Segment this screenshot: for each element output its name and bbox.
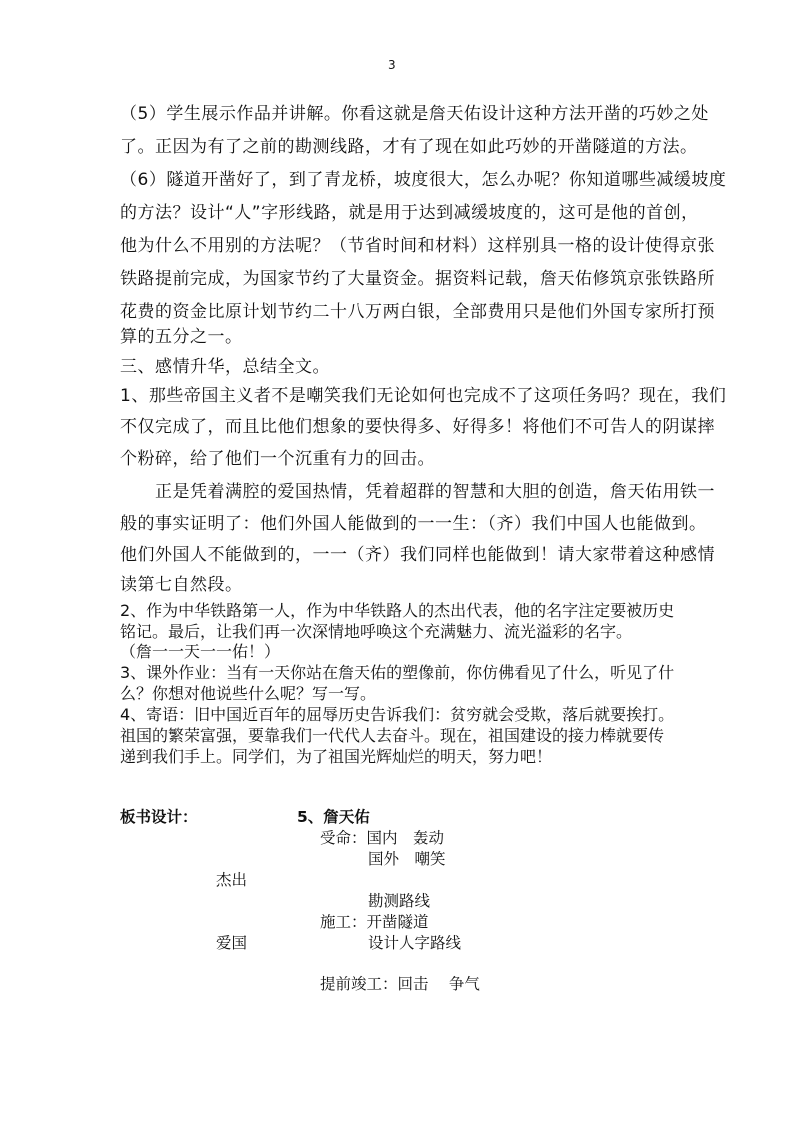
body-line: 的方法？设计“人”字形线路，就是用于达到减缓坡度的，这可是他的首创， bbox=[120, 203, 699, 223]
tail-line: 4、寄语：旧中国近百年的屈辱历史告诉我们：贫穷就会受欺，落后就要挨打。 bbox=[120, 705, 675, 724]
board-title: 5、詹天佑 bbox=[297, 808, 370, 826]
board-line: 受命：国内 轰动 bbox=[320, 829, 445, 847]
board-line: 国外 嘲笑 bbox=[368, 850, 446, 868]
body-line: 不仅完成了，而且比他们想象的要快得多、好得多！将他们不可告人的阴谋摔 bbox=[120, 417, 715, 437]
tail-line: 铭记。最后，让我们再一次深情地呼唤这个充满魅力、流光溢彩的名字。 bbox=[120, 622, 633, 641]
body-line: 个粉碎，给了他们一个沉重有力的回击。 bbox=[120, 449, 435, 469]
board-line: 施工：开凿隧道 bbox=[320, 913, 429, 931]
body-line: 铁路提前完成，为国家节约了大量资金。据资料记载，詹天佑修筑京张铁路所 bbox=[120, 269, 715, 289]
body-line: 花费的资金比原计划节约二十八万两白银，全部费用只是他们外国专家所打预 bbox=[120, 302, 715, 322]
body-line: 了。正因为有了之前的勘测线路，才有了现在如此巧妙的开凿隧道的方法。 bbox=[120, 137, 698, 157]
body-line: 正是凭着满腔的爱国热情，凭着超群的智慧和大胆的创造，詹天佑用铁一 bbox=[120, 482, 715, 502]
body-line: （6）隧道开凿好了，到了青龙桥，坡度很大，怎么办呢？你知道哪些减缓坡度 bbox=[120, 170, 727, 190]
body-line: 他为什么不用别的方法呢？（节省时间和材料）这样别具一格的设计使得京张 bbox=[120, 236, 715, 256]
tail-line: 祖国的繁荣富强，要靠我们一代代人去奋斗。现在，祖国建设的接力棒就要传 bbox=[120, 726, 665, 745]
board-line: 提前竣工：回击 争气 bbox=[320, 975, 480, 993]
board-line: 设计人字路线 bbox=[368, 934, 462, 952]
tail-line: 2、作为中华铁路第一人，作为中华铁路人的杰出代表，他的名字注定要被历史 bbox=[120, 601, 675, 620]
tail-line: （詹一一天一一佑！） bbox=[120, 642, 281, 661]
tail-line: 递到我们手上。同学们，为了祖国光辉灿烂的明天，努力吧！ bbox=[120, 747, 553, 766]
board-line: 爱国 bbox=[216, 934, 248, 952]
section-heading: 三、感情升华，总结全文。 bbox=[120, 357, 330, 377]
board-line: 杰出 bbox=[216, 871, 248, 889]
page-number: 3 bbox=[388, 58, 396, 72]
tail-line: 3、课外作业：当有一天你站在詹天佑的塑像前，你仿佛看见了什么，听见了什 bbox=[120, 663, 675, 682]
body-line: 读第七自然段。 bbox=[120, 575, 243, 595]
body-line: 算的五分之一。 bbox=[120, 327, 243, 347]
board-label: 板书设计： bbox=[120, 808, 198, 826]
board-line: 勘测路线 bbox=[368, 892, 431, 910]
tail-line: 么？你想对他说些什么呢？写一写。 bbox=[120, 684, 377, 703]
body-line: 般的事实证明了：他们外国人能做到的一一生：（齐）我们中国人也能做到。 bbox=[120, 514, 707, 534]
body-line: （5）学生展示作品并讲解。你看这就是詹天佑设计这种方法开凿的巧妙之处 bbox=[120, 104, 709, 124]
body-line: 他们外国人不能做到的，一一（齐）我们同样也能做到！请大家带着这种感情 bbox=[120, 545, 715, 565]
body-line: 1、那些帝国主义者不是嘲笑我们无论如何也完成不了这项任务吗？现在，我们 bbox=[120, 386, 727, 406]
